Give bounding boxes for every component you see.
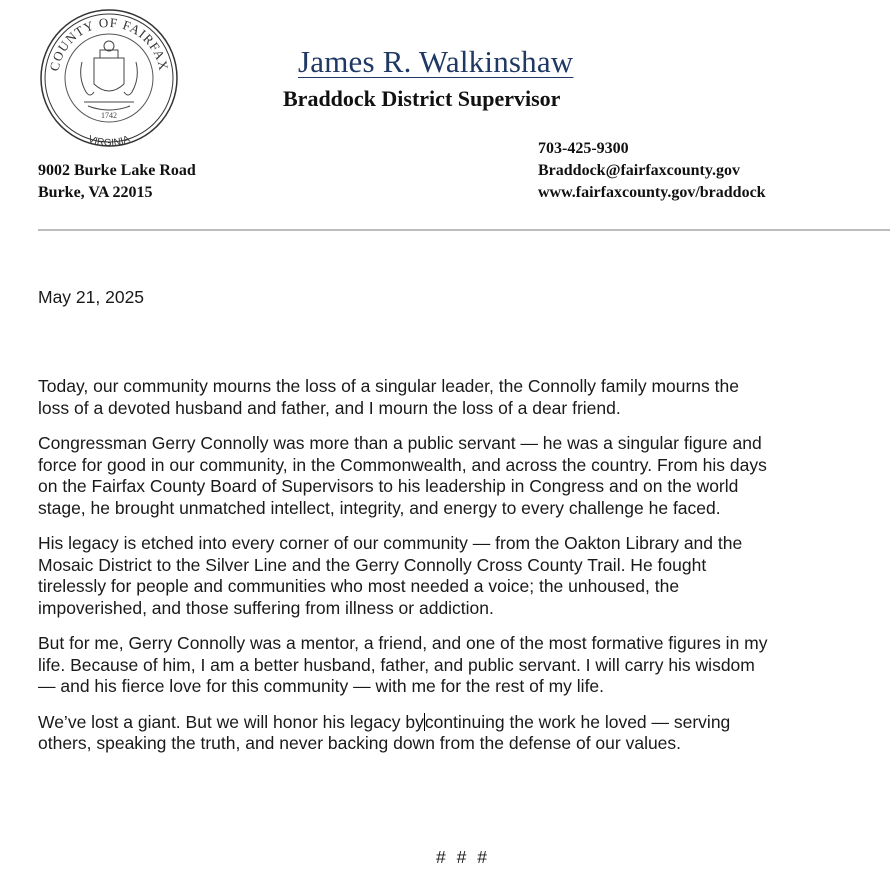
svg-text:COUNTY OF FAIRFAX: [46, 15, 171, 73]
text-line: stage, he brought unmatched intellect, integrity, and energy to every challenge he faced.: [38, 497, 721, 518]
address-line-2: Burke, VA 22015: [38, 184, 153, 201]
office-address: [38, 160, 196, 204]
seal-year: 1742: [101, 111, 117, 120]
supervisor-title: Braddock District Supervisor: [283, 86, 561, 111]
seal-bottom-text: VIRGINIA: [86, 133, 132, 149]
letter-body[interactable]: [38, 376, 894, 769]
text-line: Today, our community mourns the loss of a singular leader, the Connolly family mourns the: [38, 376, 739, 396]
text-line: — and his fierce love for this community — with me for the rest of my life.: [38, 676, 605, 696]
paragraph-4: [38, 633, 894, 698]
email-address: Braddock@fairfaxcounty.gov: [538, 162, 740, 179]
county-seal: [38, 6, 180, 150]
text-line: force for good in our community, in the Commonwealth, and across the country. From his days: [38, 454, 767, 475]
text-line: on the Fairfax County Board of Supervisors to his leadership in Congress and on the world: [38, 476, 739, 496]
text-line: But for me, Gerry Connolly was a mentor, a friend, and one of the most formative figures in my: [38, 633, 768, 653]
text-line: others, speaking the truth, and never backing down from the defense of our values.: [38, 733, 682, 753]
header-divider: [38, 229, 890, 231]
text-after-cursor: continuing the work he loved — serving: [424, 711, 731, 732]
text-line: loss of a devoted husband and father, and I mourn the loss of a dear friend.: [38, 397, 621, 418]
supervisor-name: James R. Walkinshaw: [298, 44, 574, 79]
text-line: life. Because of him, I am a better husband, father, and public servant. I will carry his wisdom: [38, 654, 755, 675]
text-line: [38, 712, 894, 734]
seal-top-text: COUNTY OF FAIRFAX: [46, 14, 172, 73]
text-line: impoverished, and those suffering from illness or addiction.: [38, 597, 494, 618]
text-line: tirelessly for people and communities who most needed a voice; the unhoused, the: [38, 576, 680, 596]
text-line: Mosaic District to the Silver Line and the Gerry Connolly Cross County Trail. He fought: [38, 554, 707, 575]
end-mark: # # #: [436, 847, 490, 867]
website-url: www.fairfaxcounty.gov/braddock: [538, 184, 766, 201]
paragraph-2: [38, 433, 894, 519]
svg-text:VIRGINIA: [87, 134, 132, 149]
text-line: His legacy is etched into every corner of our community — from the Oakton Library and the: [38, 533, 743, 553]
text-line: Congressman Gerry Connolly was more than a public servant — he was a singular figure and: [38, 433, 762, 453]
contact-info: [538, 138, 766, 204]
address-line-1: 9002 Burke Lake Road: [38, 162, 196, 179]
letter-date: May 21, 2025: [38, 287, 145, 307]
phone-number: 703-425-9300: [538, 140, 629, 157]
text-before-cursor: We’ve lost a giant. But we will honor his legacy by: [38, 711, 424, 732]
paragraph-5: [38, 712, 894, 755]
paragraph-1: [38, 376, 894, 419]
paragraph-3: [38, 533, 894, 619]
